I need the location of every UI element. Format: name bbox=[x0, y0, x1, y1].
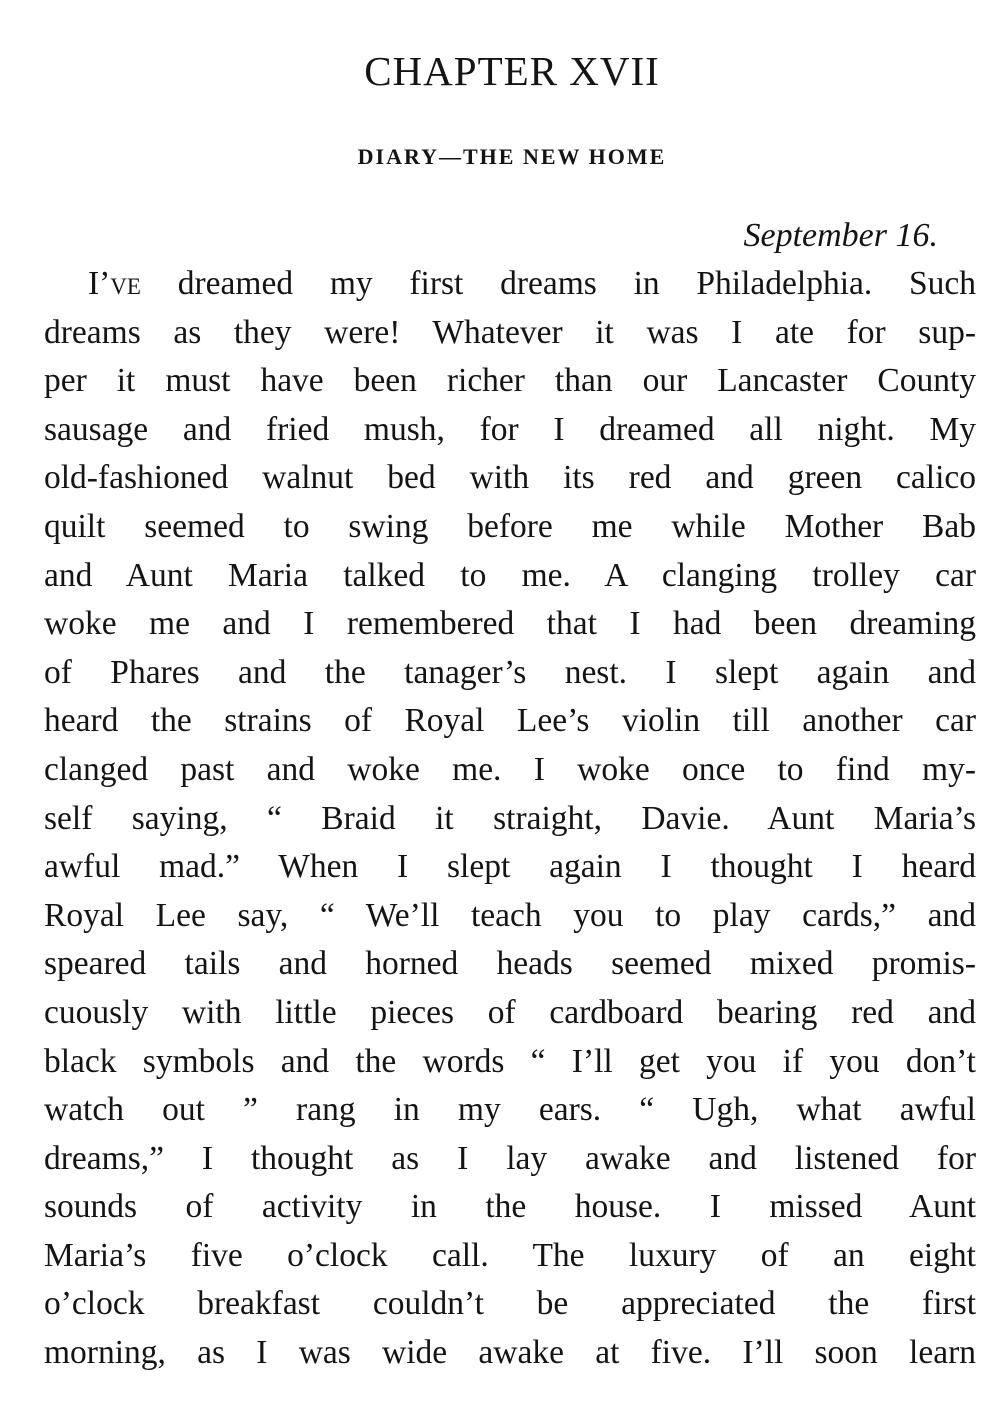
text-line: sausage and fried mush, for I dreamed all night. My bbox=[44, 410, 976, 448]
text-line: morning, as I was wide awake at five. I’ll soon learn bbox=[44, 1334, 976, 1372]
text-line: of Phares and the tanager’s nest. I slept again and bbox=[44, 653, 976, 691]
text-line: dreams as they were! Whatever it was I ate for sup- bbox=[44, 313, 976, 351]
text-line: speared tails and horned heads seemed mixed promis- bbox=[44, 945, 976, 983]
opening-word: I’ve bbox=[88, 265, 141, 302]
text-line: per it must have been richer than our Lancaster County bbox=[44, 362, 976, 400]
text-line: Maria’s five o’clock call. The luxury of an eight bbox=[44, 1236, 976, 1274]
text-line: I’ve dreamed my first dreams in Philadelphia. Such bbox=[88, 265, 977, 302]
text-line: awful mad.” When I slept again I thought I heard bbox=[44, 848, 976, 886]
text-line: self saying, “ Braid it straight, Davie. Aunt Maria’s bbox=[44, 799, 976, 837]
text-line: black symbols and the words “ I’ll get you if you don’t bbox=[44, 1042, 976, 1080]
diary-entry-text bbox=[44, 260, 976, 1378]
text-line: quilt seemed to swing before me while Mother Bab bbox=[44, 507, 976, 545]
diary-date: September 16. bbox=[743, 217, 938, 254]
chapter-title: CHAPTER XVII bbox=[364, 48, 660, 94]
chapter-subtitle: DIARY—THE NEW HOME bbox=[357, 144, 667, 169]
text-line: old-fashioned walnut bed with its red and green calico bbox=[44, 459, 976, 497]
text-line: Royal Lee say, “ We’ll teach you to play cards,” and bbox=[44, 896, 976, 934]
text-line: woke me and I remembered that I had been dreaming bbox=[44, 605, 976, 643]
text-line: and Aunt Maria talked to me. A clanging trolley car bbox=[44, 556, 976, 594]
text-line: heard the strains of Royal Lee’s violin till another car bbox=[44, 702, 976, 740]
text-line: dreams,” I thought as I lay awake and listened for bbox=[44, 1139, 976, 1177]
text-line: clanged past and woke me. I woke once to find my- bbox=[44, 750, 976, 788]
text-line: o’clock breakfast couldn’t be appreciated the first bbox=[44, 1285, 976, 1323]
text-line: sounds of activity in the house. I missed Aunt bbox=[44, 1188, 976, 1226]
text-line: cuously with little pieces of cardboard bearing red and bbox=[44, 993, 976, 1031]
text-line: watch out ” rang in my ears. “ Ugh, what awful bbox=[44, 1091, 976, 1129]
